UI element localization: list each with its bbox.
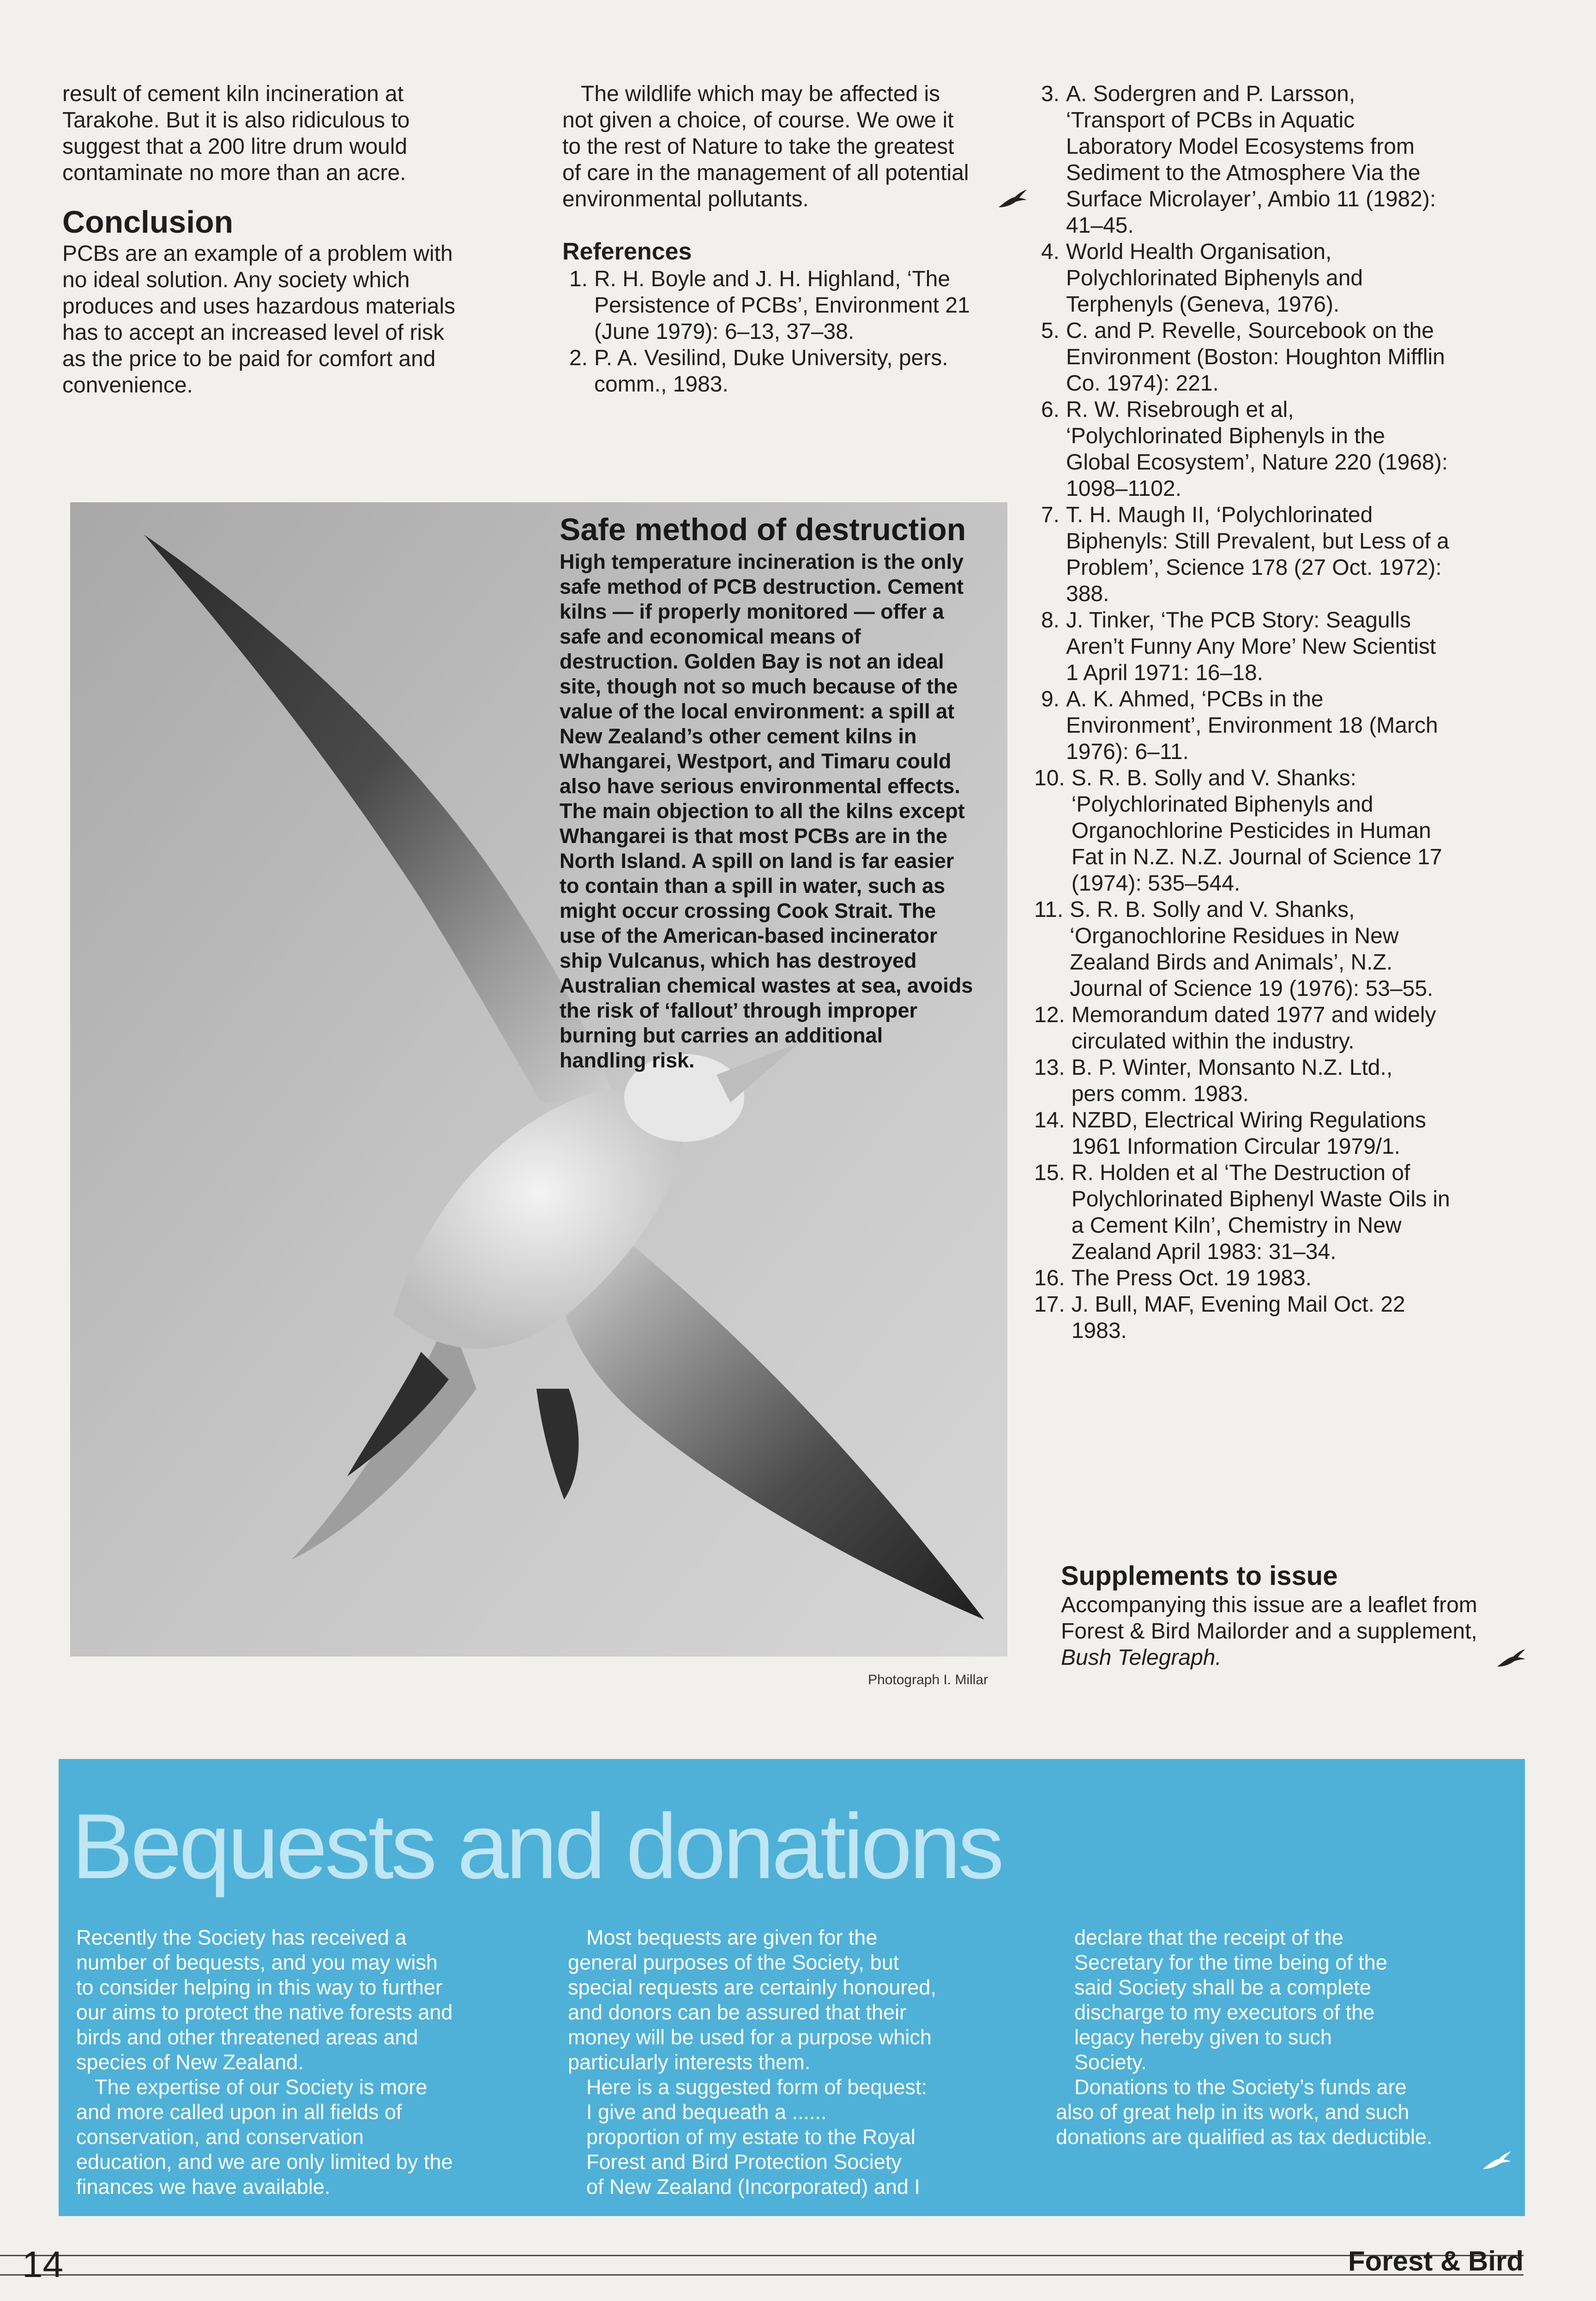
reference-item: 16. The Press Oct. 19 1983. [1034, 1266, 1312, 1290]
reference-item: 14. NZBD, Electrical Wiring Regulations 1961 Information Circular 1979/1. [1034, 1108, 1426, 1159]
sidebar-heading: Safe method of destruction [560, 512, 966, 547]
footer-rule-top [0, 2255, 1524, 2256]
bequests-column-3: declare that the receipt of the Secretary for the time being of the said Society shall be a complete discharge to my executors of the legacy hereby given to such Society. Donations to the Society’s funds are also of great help in its work, and such donations are qualified as tax deductible. [1056, 1925, 1513, 2150]
bequests-box [59, 1759, 1525, 2216]
references-heading: References [562, 238, 692, 265]
safe-method-sidebar: Safe method of destruction High temperature incineration is the only safe method of PCB destruction. Cement kilns — if properly monitored — offer a safe and economical means of destruction. Golden Bay is not an ideal site, though not so much because of the value of the local environment: a spill at New Zealand’s other cement kilns in Whangarei, Westport, and Timaru could also have serious environmental effects. The main objection to all the kilns except Whangarei is that most PCBs are in the North Island. A spill on land is far easier to contain than a spill in water, such as might occur crossing Cook Strait. The use of the American-based incinerator ship Vulcanus, which has destroyed Australian chemical wastes at sea, avoids the risk of ‘fallout’ through improper burning but carries an additional handling risk. [560, 512, 1007, 1073]
conclusion-heading: Conclusion [62, 205, 234, 240]
conclusion-body: PCBs are an example of a problem with no ideal solution. Any society which produces and uses hazardous materials has to accept an increased level of risk as the price to be paid for comfort and convenience. [62, 241, 456, 398]
reference-item: 8. J. Tinker, ‘The PCB Story: Seagulls Aren’t Funny Any More’ New Scientist 1 April 1971: 16–18. [1041, 608, 1436, 685]
bequests-column-1: Recently the Society has received a number of bequests, and you may wish to consider helping in this way to further our aims to protect the native forests and birds and other threatened areas and species of New Zealand. The expertise of our Society is more and more called upon in all fields of conservation, and conservation education, and we are only limited by the finances we have available. [76, 1926, 453, 2199]
reference-item: 6. R. W. Risebrough et al, ‘Polychlorinated Biphenyls in the Global Ecosystem’, Nature 220 (1968): 1098–1102. [1041, 398, 1448, 501]
bequests-column-2: Most bequests are given for the general purposes of the Society, but special requests are certainly honoured, and donors can be assured that their money will be used for a purpose which particularly interests them. Here is a suggested form of bequest: I give and bequeath a ...... proportion of my estate to the Royal Forest and Bird Protection Society of New Zealand (Incorporated) and I [568, 1926, 936, 2199]
bird-end-mark-icon [996, 188, 1029, 211]
col1-intro: result of cement kiln incineration at Tarakohe. But it is also ridiculous to suggest that a 200 litre drum would contaminate no more than an acre. [62, 82, 410, 185]
magazine-name: Forest & Bird [1348, 2246, 1524, 2277]
reference-item: 13. B. P. Winter, Monsanto N.Z. Ltd., pers comm. 1983. [1034, 1055, 1393, 1106]
col2-intro: The wildlife which may be affected is not given a choice, of course. We owe it to the rest of Nature to take the greatest of care in the management of all potential environmental pollutants. [562, 81, 1033, 212]
references-list-2 [1034, 81, 1533, 1344]
bird-end-mark-icon [1481, 2150, 1513, 2173]
bequests-title: Bequests and donations [72, 1795, 1002, 1898]
reference-item: 7. T. H. Maugh II, ‘Polychlorinated Biphenyls: Still Prevalent, but Less of a Problem’, Science 178 (27 Oct. 1972): 388. [1041, 503, 1449, 606]
reference-item: 17. J. Bull, MAF, Evening Mail Oct. 22 1983. [1034, 1292, 1405, 1343]
reference-item: 1. R. H. Boyle and J. H. Highland, ‘The Persistence of PCBs’, Environment 21 (June 1979): 6–13, 37–38. [569, 267, 970, 344]
reference-item: 11. S. R. B. Solly and V. Shanks, ‘Organochlorine Residues in New Zealand Birds and Animals’, N.Z. Journal of Science 19 (1976): 53–55. [1034, 898, 1433, 1001]
reference-item: 9. A. K. Ahmed, ‘PCBs in the Environment’, Environment 18 (March 1976): 6–11. [1041, 687, 1438, 764]
column-1 [62, 81, 515, 398]
reference-item: 5. C. and P. Revelle, Sourcebook on the Environment (Boston: Houghton Mifflin Co. 1974): 221. [1041, 319, 1445, 396]
column-3 [1034, 81, 1533, 1344]
reference-item: 10. S. R. B. Solly and V. Shanks: ‘Polychlorinated Biphenyls and Organochlorine Pesticides in Human Fat in N.Z. N.Z. Journal of Science 17 (1974): 535–544. [1034, 766, 1442, 896]
supplements-heading: Supplements to issue [1061, 1561, 1338, 1591]
reference-item: 15. R. Holden et al ‘The Destruction of Polychlorinated Biphenyl Waste Oils in a Cement Kiln’, Chemistry in New Zealand April 1983: 31–34. [1034, 1161, 1450, 1264]
page-number: 14 [22, 2244, 63, 2285]
reference-item: 3. A. Sodergren and P. Larsson, ‘Transport of PCBs in Aquatic Laboratory Model Ecosystems from Sediment to the Atmosphere Via the Surface Microlayer’, Ambio 11 (1982): 41–45. [1041, 82, 1436, 238]
supplements-section: Supplements to issue Accompanying this issue are a leaflet from Forest & Bird Mailorder and a supplement, Bush Telegraph. [1061, 1560, 1541, 1671]
footer-rule-bottom [0, 2274, 1524, 2276]
photo-credit: Photograph I. Millar [868, 1672, 988, 1687]
reference-item: 4. World Health Organisation, Polychlorinated Biphenyls and Terphenyls (Geneva, 1976). [1041, 240, 1363, 317]
bird-end-mark-icon [1495, 1647, 1527, 1670]
column-2 [562, 81, 1033, 398]
gannet-photo [70, 502, 1007, 1656]
references-list-1 [562, 266, 1033, 398]
reference-item: 2. P. A. Vesilind, Duke University, pers. comm., 1983. [569, 346, 948, 397]
reference-item: 12. Memorandum dated 1977 and widely circulated within the industry. [1034, 1003, 1436, 1054]
